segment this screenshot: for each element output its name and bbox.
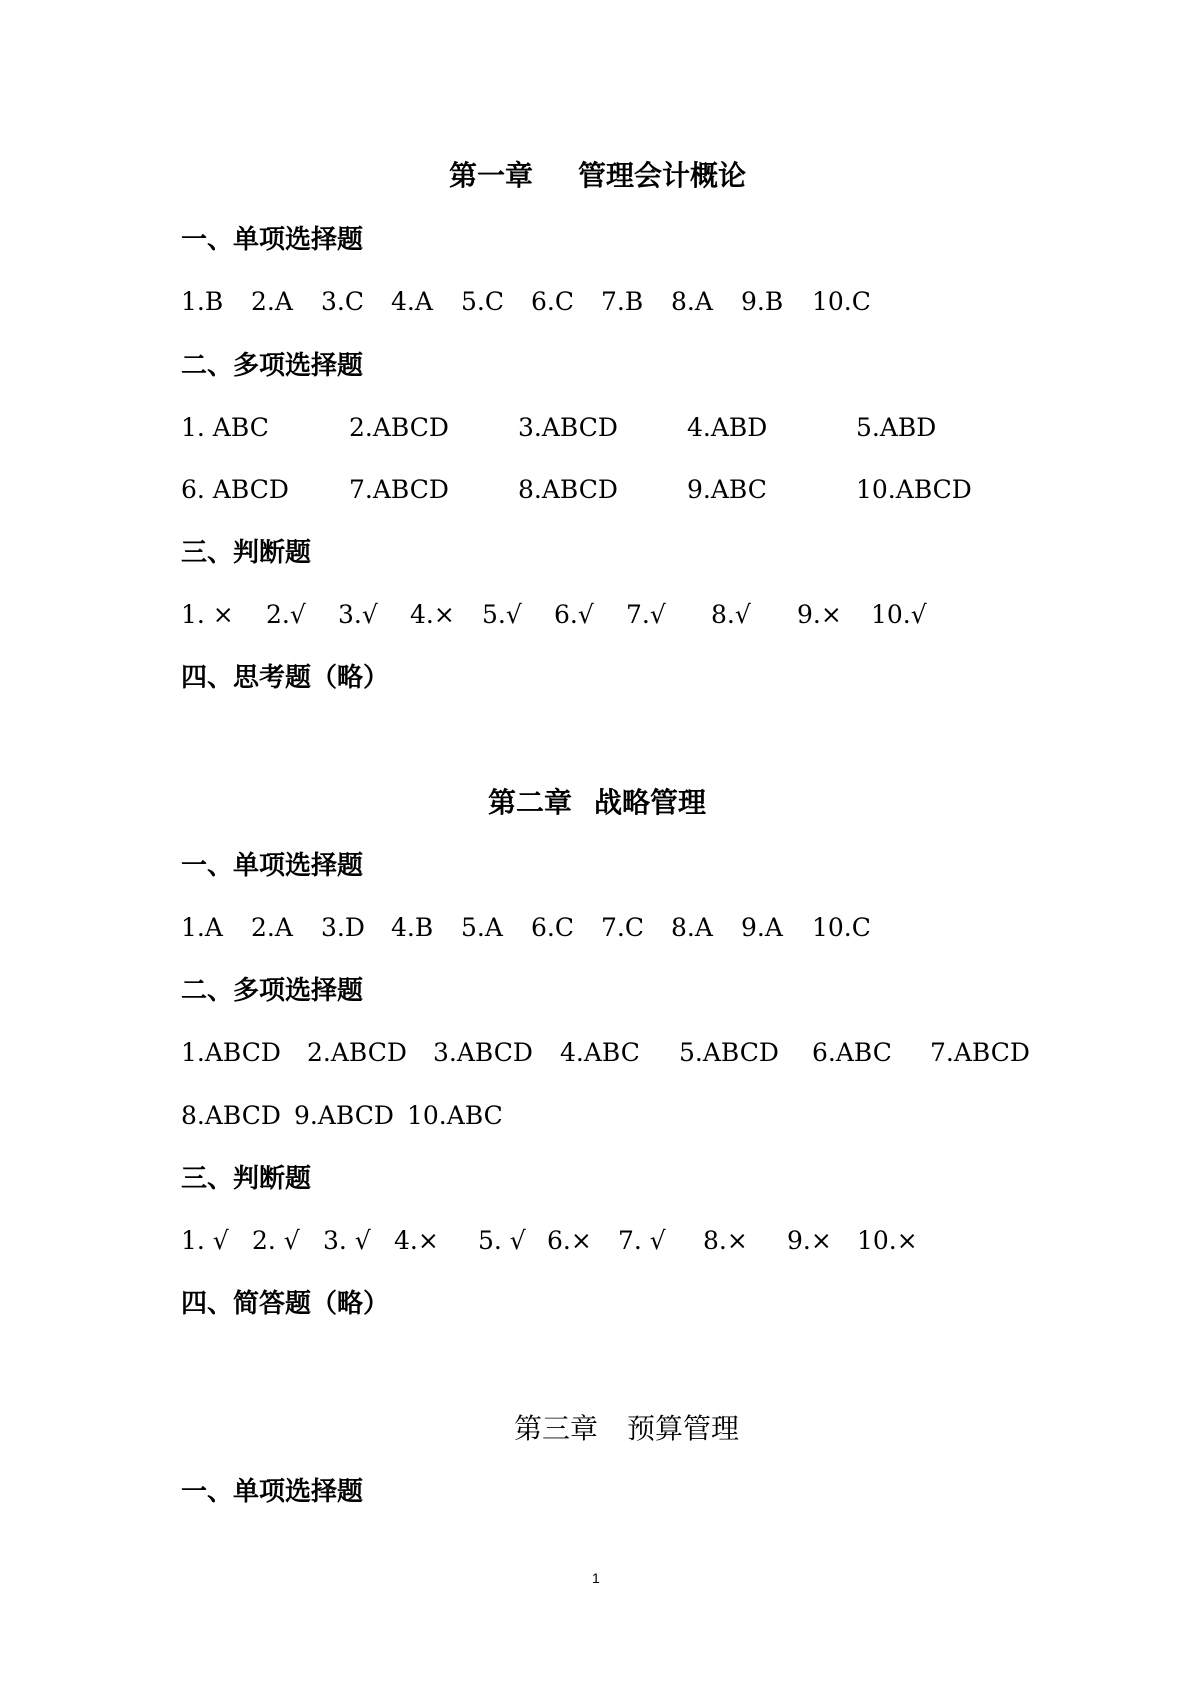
chapter-2-number: 第二章 xyxy=(488,786,573,819)
ch2-single-answer: 5.A xyxy=(461,913,503,942)
ch1-tf-answer: 6.√ xyxy=(554,600,594,629)
ch1-multi-answer: 8.ABCD xyxy=(518,475,618,504)
ch2-single-answer: 1.A xyxy=(181,913,223,942)
ch2-tf-answer: 6.× xyxy=(547,1226,592,1255)
page-number: 1 xyxy=(592,1570,600,1586)
ch1-single-choice-heading: 一、单项选择题 xyxy=(181,225,364,255)
ch1-tf-answer: 2.√ xyxy=(266,600,306,629)
ch1-tf-answer: 1. × xyxy=(181,600,234,629)
ch2-multi-answer: 10.ABC xyxy=(407,1101,503,1130)
ch1-single-answer: 5.C xyxy=(461,287,504,316)
ch1-single-answer: 2.A xyxy=(251,287,293,316)
ch2-tf-answer: 7. √ xyxy=(618,1226,666,1255)
ch3-single-choice-heading: 一、单项选择题 xyxy=(181,1477,364,1507)
ch1-tf-answer: 9.× xyxy=(797,600,842,629)
ch2-tf-answer: 4.× xyxy=(394,1226,439,1255)
ch1-tf-answer: 3.√ xyxy=(338,600,378,629)
ch1-multi-answer: 6. ABCD xyxy=(181,475,289,504)
ch2-single-answer: 6.C xyxy=(531,913,574,942)
ch1-multi-choice-heading: 二、多项选择题 xyxy=(181,351,364,381)
ch2-single-answer: 2.A xyxy=(251,913,293,942)
ch2-tf-answer: 1. √ xyxy=(181,1226,229,1255)
ch1-tf-answer: 7.√ xyxy=(626,600,666,629)
chapter-3-title: 预算管理 xyxy=(627,1412,740,1445)
ch2-multi-answer: 1.ABCD xyxy=(181,1038,281,1067)
ch1-multi-answer: 1. ABC xyxy=(181,413,269,442)
ch1-single-answer: 3.C xyxy=(321,287,364,316)
ch1-single-answer: 8.A xyxy=(671,287,713,316)
ch2-multi-answer: 7.ABCD xyxy=(930,1038,1030,1067)
ch1-multi-answer: 7.ABCD xyxy=(349,475,449,504)
ch1-tf-answer: 5.√ xyxy=(482,600,522,629)
ch2-single-choice-heading: 一、单项选择题 xyxy=(181,851,364,881)
ch1-multi-answer: 5.ABD xyxy=(856,413,937,442)
ch2-tf-answer: 3. √ xyxy=(323,1226,371,1255)
ch2-multi-answer: 3.ABCD xyxy=(433,1038,533,1067)
ch1-true-false-heading: 三、判断题 xyxy=(181,538,312,568)
ch2-single-answer: 9.A xyxy=(741,913,783,942)
ch1-multi-answer: 9.ABC xyxy=(687,475,767,504)
ch2-multi-answer: 5.ABCD xyxy=(679,1038,779,1067)
ch2-tf-answer: 8.× xyxy=(703,1226,748,1255)
ch1-tf-answer: 8.√ xyxy=(711,600,751,629)
ch2-multi-answer: 6.ABC xyxy=(812,1038,892,1067)
ch1-single-answer: 7.B xyxy=(601,287,644,316)
ch2-multi-answer: 4.ABC xyxy=(560,1038,640,1067)
ch2-true-false-heading: 三、判断题 xyxy=(181,1164,312,1194)
ch2-multi-answer: 8.ABCD xyxy=(181,1101,281,1130)
ch2-tf-answer: 9.× xyxy=(787,1226,832,1255)
ch1-multi-answer: 10.ABCD xyxy=(856,475,972,504)
ch2-single-answer: 7.C xyxy=(601,913,644,942)
ch1-multi-answer: 4.ABD xyxy=(687,413,768,442)
ch2-other-heading: 四、简答题（略） xyxy=(181,1289,390,1319)
chapter-3-number: 第三章 xyxy=(514,1412,599,1445)
ch1-single-answer: 1.B xyxy=(181,287,224,316)
ch2-single-answer: 3.D xyxy=(321,913,365,942)
chapter-1-title: 管理会计概论 xyxy=(578,159,747,192)
chapter-2-title: 战略管理 xyxy=(594,786,707,819)
ch2-multi-answer: 2.ABCD xyxy=(307,1038,407,1067)
ch1-multi-answer: 2.ABCD xyxy=(349,413,449,442)
ch1-tf-answer: 10.√ xyxy=(871,600,927,629)
ch2-single-answer: 10.C xyxy=(812,913,871,942)
chapter-1-number: 第一章 xyxy=(449,159,534,192)
ch1-tf-answer: 4.× xyxy=(410,600,455,629)
ch1-single-answer: 10.C xyxy=(812,287,871,316)
ch2-single-answer: 4.B xyxy=(391,913,434,942)
ch1-single-answer: 9.B xyxy=(741,287,784,316)
ch2-single-answer: 8.A xyxy=(671,913,713,942)
ch1-other-heading: 四、思考题（略） xyxy=(181,663,390,693)
ch2-multi-answer: 9.ABCD xyxy=(294,1101,394,1130)
ch1-single-answer: 6.C xyxy=(531,287,574,316)
ch2-multi-choice-heading: 二、多项选择题 xyxy=(181,976,364,1006)
ch2-tf-answer: 5. √ xyxy=(478,1226,526,1255)
ch1-multi-answer: 3.ABCD xyxy=(518,413,618,442)
ch1-single-answer: 4.A xyxy=(391,287,433,316)
ch2-tf-answer: 10.× xyxy=(857,1226,918,1255)
ch2-tf-answer: 2. √ xyxy=(252,1226,300,1255)
